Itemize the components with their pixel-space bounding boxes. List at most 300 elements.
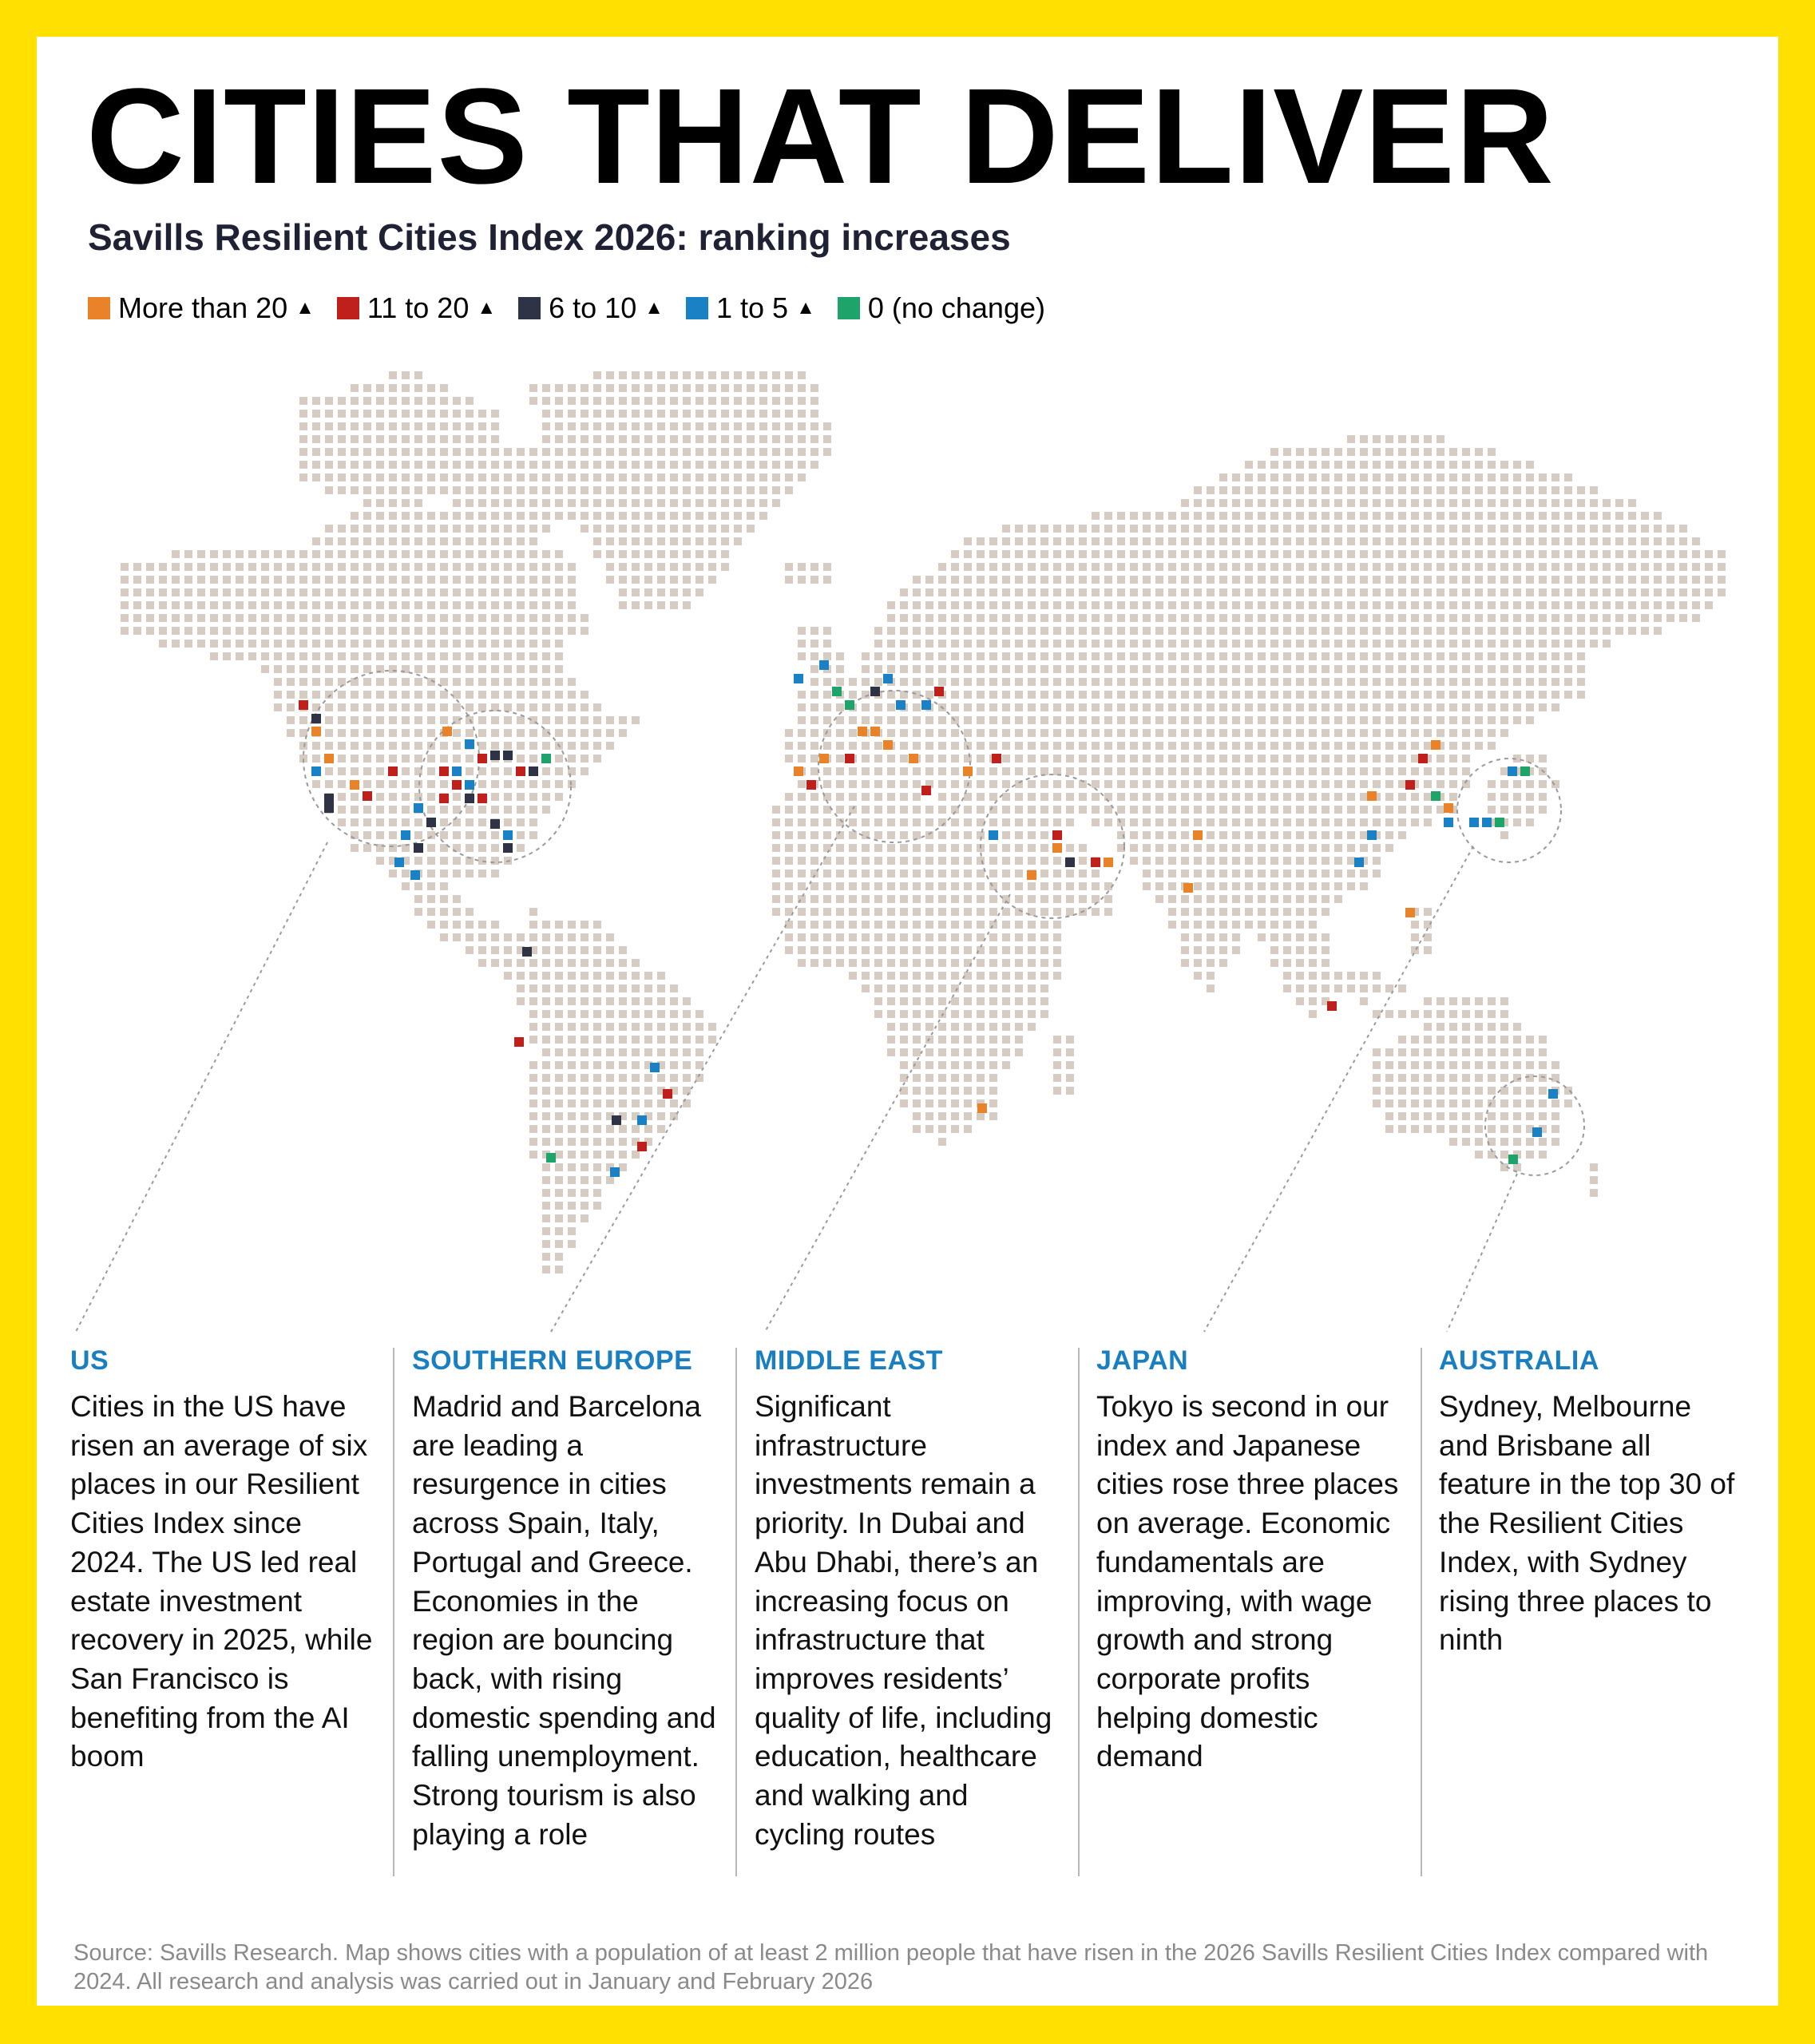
land-dot [734,499,742,507]
land-dot [721,371,729,379]
land-dot [529,793,537,801]
land-dot [823,422,831,430]
land-dot [1334,448,1342,456]
land-dot [874,959,882,967]
land-dot [1411,1087,1419,1095]
land-dot [1590,512,1598,520]
land-dot [1488,665,1496,673]
land-dot [772,448,780,456]
land-dot [184,601,192,609]
land-dot [1015,882,1023,890]
land-dot [1628,627,1636,635]
land-dot [1270,921,1278,929]
land-dot [1002,525,1010,533]
land-dot [1270,895,1278,903]
land-dot [542,1061,550,1069]
land-dot [363,512,371,520]
land-dot [1551,550,1559,558]
land-dot [1002,742,1010,750]
land-dot [453,537,461,545]
land-dot [887,1023,895,1031]
land-dot [1040,997,1048,1005]
land-dot [1360,486,1368,494]
land-dot [1207,882,1215,890]
land-dot [1053,537,1061,545]
land-dot [453,435,461,443]
land-dot [1424,997,1432,1005]
land-dot [1232,933,1240,941]
land-dot [1283,614,1291,622]
land-dot [478,767,486,775]
land-dot [1526,755,1534,763]
land-dot [1079,767,1087,775]
land-dot [1270,512,1278,520]
land-dot [1245,537,1253,545]
land-dot [823,563,831,571]
land-dot [1385,716,1393,724]
land-dot [913,933,921,941]
land-dot [862,703,870,711]
land-dot [913,959,921,967]
land-dot [747,486,755,494]
land-dot [708,461,716,469]
land-dot [1449,997,1457,1005]
land-dot [389,550,397,558]
land-dot [772,410,780,418]
land-dot [1488,550,1496,558]
land-dot [427,525,435,533]
land-dot [810,895,818,903]
land-dot [159,614,167,622]
land-dot [951,869,959,877]
land-dot [1475,1023,1483,1031]
city-marker [503,843,513,853]
land-dot [1603,499,1611,507]
land-dot [491,486,499,494]
land-dot [568,1189,576,1197]
land-dot [542,410,550,418]
land-dot [849,869,857,877]
land-dot [695,550,703,558]
land-dot [1309,499,1317,507]
land-dot [1245,793,1253,801]
land-dot [1270,550,1278,558]
land-dot [504,691,512,699]
land-dot [1155,729,1163,737]
land-dot [299,601,307,609]
land-dot [376,435,384,443]
land-dot [351,742,359,750]
land-dot [146,588,154,596]
land-dot [1309,473,1317,481]
land-dot [964,614,972,622]
land-dot [440,831,448,839]
land-dot [1079,895,1087,903]
land-dot [146,576,154,584]
land-dot [1360,499,1368,507]
land-dot [1488,1151,1496,1159]
land-dot [1245,665,1253,673]
land-dot [1385,1087,1393,1095]
land-dot [1654,537,1662,545]
land-dot [1181,550,1189,558]
land-dot [925,908,933,916]
land-dot [1334,793,1342,801]
land-dot [1270,755,1278,763]
land-dot [453,486,461,494]
land-dot [977,959,985,967]
city-marker [1183,883,1193,893]
land-dot [1283,691,1291,699]
city-marker [414,843,423,853]
land-dot [529,486,537,494]
land-dot [989,895,997,903]
land-dot [989,1036,997,1044]
land-dot [938,882,946,890]
land-dot [223,627,231,635]
land-dot [1334,614,1342,622]
up-triangle-icon: ▲ [644,297,664,319]
land-dot [938,895,946,903]
land-dot [1309,959,1317,967]
land-dot [1258,716,1266,724]
land-dot [823,652,831,660]
land-dot [644,563,652,571]
land-dot [1500,486,1508,494]
land-dot [1526,652,1534,660]
land-dot [1092,665,1100,673]
land-dot [989,703,997,711]
land-dot [1322,665,1330,673]
land-dot [1334,742,1342,750]
land-dot [810,831,818,839]
land-dot [325,767,333,775]
land-dot [1449,576,1457,584]
land-dot [427,550,435,558]
land-dot [810,703,818,711]
land-dot [1028,997,1036,1005]
city-markers [299,660,1558,1177]
land-dot [159,576,167,584]
land-dot [593,1112,601,1120]
land-dot [644,1087,652,1095]
land-dot [1143,755,1151,763]
land-dot [887,703,895,711]
land-dot [1373,1061,1381,1069]
land-dot [632,537,640,545]
land-dot [1564,588,1572,596]
land-dot [1270,601,1278,609]
land-dot [606,448,614,456]
land-dot [1015,742,1023,750]
land-dot [1334,755,1342,763]
land-dot [1373,1087,1381,1095]
land-dot [1539,486,1547,494]
land-dot [555,1176,563,1184]
land-dot [925,729,933,737]
land-dot [568,1048,576,1056]
land-dot [248,588,256,596]
land-dot [1092,652,1100,660]
land-dot [964,755,972,763]
land-dot [351,614,359,622]
land-dot [338,818,346,826]
land-dot [1564,652,1572,660]
land-dot [747,461,755,469]
land-dot [453,550,461,558]
city-marker [992,754,1001,763]
land-dot [1628,576,1636,584]
land-dot [785,461,793,469]
land-dot [1577,627,1585,635]
land-dot [606,1138,614,1146]
land-dot [1155,703,1163,711]
land-dot [1347,448,1355,456]
region-text: Madrid and Barcelona are leading a resurgence in cities across Spain, Italy, Portugal and Greece. Economies in the region are bouncing back, with rising domestic spending and falling unemployment. Strong tourism is also playing a role [412,1390,716,1851]
land-dot [1539,1087,1547,1095]
land-dot [504,703,512,711]
land-dot [466,550,474,558]
land-dot [1424,550,1432,558]
land-dot [1117,678,1125,686]
land-dot [977,972,985,980]
land-dot [670,550,678,558]
land-dot [1053,729,1061,737]
land-dot [299,678,307,686]
land-dot [1373,537,1381,545]
land-dot [1245,550,1253,558]
land-dot [1117,652,1125,660]
land-dot [1028,525,1036,533]
land-dot [389,499,397,507]
land-dot [1015,525,1023,533]
land-dot [1283,652,1291,660]
land-dot [568,473,576,481]
land-dot [1360,473,1368,481]
land-dot [1207,678,1215,686]
land-dot [874,780,882,788]
city-marker [845,700,854,710]
land-dot [1500,1061,1508,1069]
land-dot [1002,563,1010,571]
land-dot [491,550,499,558]
land-dot [1296,525,1304,533]
land-dot [977,780,985,788]
land-dot [1040,946,1048,954]
land-dot [1398,831,1406,839]
land-dot [1347,640,1355,648]
land-dot [913,716,921,724]
land-dot [1143,869,1151,877]
land-dot [1309,831,1317,839]
land-dot [619,972,627,980]
land-dot [1245,461,1253,469]
land-dot [351,435,359,443]
land-dot [670,1061,678,1069]
land-dot [568,614,576,622]
land-dot [1232,601,1240,609]
land-dot [1411,742,1419,750]
land-dot [938,716,946,724]
land-dot [274,627,282,635]
land-dot [1232,588,1240,596]
source-note: Source: Savills Research. Map shows cities with a population of at least 2 million people that have risen in the 2026 Savills Resilient Cities Index compared with 2024. All research and analysis was carried out in January and February 2026 [73,1940,1709,1994]
land-dot [1513,614,1521,622]
land-dot [1181,921,1189,929]
land-dot [351,627,359,635]
land-dot [1679,576,1687,584]
land-dot [351,665,359,673]
land-dot [1155,652,1163,660]
land-dot [491,806,499,814]
land-dot [887,869,895,877]
land-dot [1040,665,1048,673]
land-dot [1411,767,1419,775]
land-dot [887,640,895,648]
land-dot [619,576,627,584]
land-dot [542,384,550,392]
land-dot [1283,793,1291,801]
land-dot [478,665,486,673]
land-dot [887,729,895,737]
land-dot [593,512,601,520]
land-dot [900,640,908,648]
land-dot [862,716,870,724]
land-dot [683,1023,691,1031]
land-dot [223,652,231,660]
land-dot [632,384,640,392]
land-dot [593,729,601,737]
land-dot [1181,869,1189,877]
land-dot [1117,640,1125,648]
land-dot [402,818,410,826]
land-dot [1040,716,1048,724]
land-dot [453,678,461,686]
land-dot [542,422,550,430]
land-dot [1373,703,1381,711]
land-dot [1603,640,1611,648]
land-dot [1385,512,1393,520]
land-dot [1385,780,1393,788]
land-dot [1475,1061,1483,1069]
land-dot [325,742,333,750]
land-dot [1245,882,1253,890]
land-dot [695,588,703,596]
land-dot [542,997,550,1005]
land-dot [1488,448,1496,456]
land-dot [1373,652,1381,660]
land-dot [632,997,640,1005]
land-dot [798,844,806,852]
land-dot [1322,908,1330,916]
land-dot [529,703,537,711]
land-dot [951,614,959,622]
land-dot [299,627,307,635]
land-dot [1603,576,1611,584]
land-dot [1245,512,1253,520]
land-dot [1168,550,1176,558]
land-dot [1373,601,1381,609]
land-dot [989,972,997,980]
land-dot [568,461,576,469]
land-dot [1475,512,1483,520]
land-dot [964,806,972,814]
land-dot [1564,1099,1572,1107]
land-dot [900,627,908,635]
land-dot [568,755,576,763]
land-dot [1130,831,1138,839]
land-dot [376,767,384,775]
land-dot [1539,1036,1547,1044]
land-dot [606,473,614,481]
land-dot [1219,857,1227,865]
land-dot [1232,869,1240,877]
land-dot [964,946,972,954]
land-dot [683,499,691,507]
land-dot [874,1010,882,1018]
land-dot [632,601,640,609]
land-dot [363,525,371,533]
land-dot [1283,844,1291,852]
land-dot [1270,959,1278,967]
land-dot [1028,946,1036,954]
land-dot [619,1125,627,1133]
land-dot [1526,1036,1534,1044]
land-dot [1424,448,1432,456]
land-dot [581,473,588,481]
land-dot [491,946,499,954]
land-dot [785,384,793,392]
land-dot [1232,537,1240,545]
land-dot [581,933,588,941]
land-dot [1322,563,1330,571]
land-dot [900,997,908,1005]
land-dot [977,563,985,571]
land-dot [1143,716,1151,724]
land-dot [402,767,410,775]
land-dot [1488,614,1496,622]
land-dot [159,627,167,635]
land-dot [1015,576,1023,584]
land-dot [1283,512,1291,520]
land-dot [849,933,857,941]
land-dot [1168,665,1176,673]
land-dot [1168,895,1176,903]
land-dot [376,678,384,686]
land-dot [1040,627,1048,635]
land-dot [1513,1138,1521,1146]
land-dot [810,946,818,954]
land-dot [529,691,537,699]
land-dot [1500,1036,1508,1044]
land-dot [1015,946,1023,954]
land-dot [414,371,422,379]
land-dot [504,499,512,507]
land-dot [1475,499,1483,507]
land-dot [1513,818,1521,826]
land-dot [1513,640,1521,648]
land-dot [517,665,525,673]
land-dot [555,576,563,584]
land-dot [1628,588,1636,596]
land-dot [440,665,448,673]
land-dot [1040,755,1048,763]
land-dot [287,665,295,673]
land-dot [542,652,550,660]
land-dot [721,422,729,430]
land-dot [785,818,793,826]
land-dot [644,435,652,443]
